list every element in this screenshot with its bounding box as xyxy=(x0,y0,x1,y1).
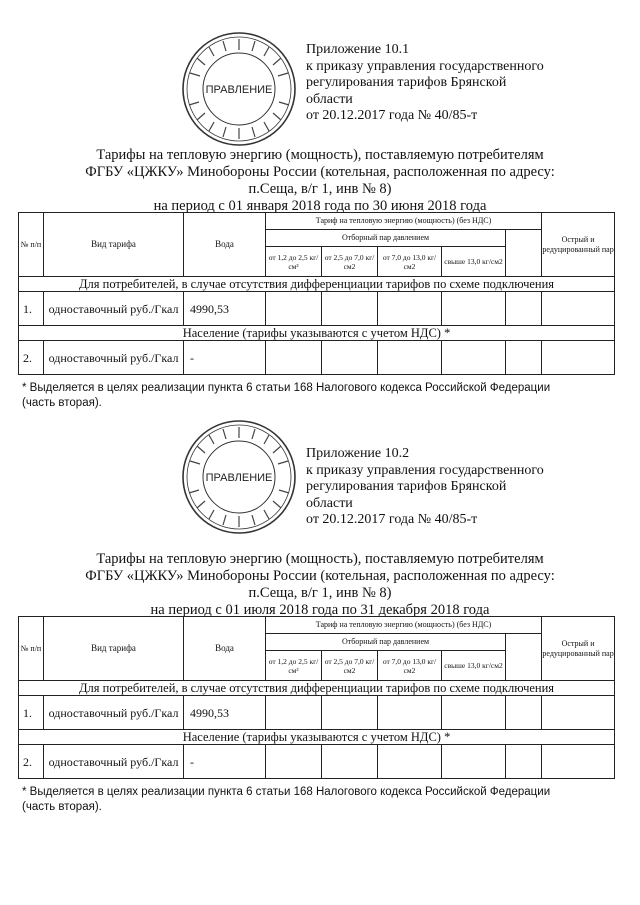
header-tariff-group: Тариф на тепловую энергию (мощность) (без НДС) xyxy=(266,617,542,634)
annex-header xyxy=(306,42,544,125)
header-pressure-1: от 1,2 до 2,5 кг/см² xyxy=(266,651,322,681)
table-cell xyxy=(442,341,506,375)
tariff-table xyxy=(18,616,615,779)
table-cell xyxy=(378,341,442,375)
row-water-value: 4990,53 xyxy=(184,292,266,326)
header-pressure-3: от 7,0 до 13,0 кг/см2 xyxy=(378,247,442,277)
stamp-text: ПРАВЛЕНИЕ xyxy=(205,84,273,96)
stamp-text: ПРАВЛЕНИЕ xyxy=(205,472,273,484)
table-cell xyxy=(506,341,542,375)
header-type: Вид тарифа xyxy=(44,213,184,277)
annex-line: области xyxy=(306,91,353,107)
title-line: ФГБУ «ЦЖКУ» Минобороны России (котельная, расположенная по адресу: xyxy=(85,568,555,584)
footnote: * Выделяется в целях реализации пункта 6 статьи 168 Налогового кодекса Российской Федерации (часть вторая). xyxy=(22,382,551,409)
title-line: ФГБУ «ЦЖКУ» Минобороны России (котельная, расположенная по адресу: xyxy=(85,164,555,180)
table-cell xyxy=(506,292,542,326)
header-pressure-4: свыше 13,0 кг/см2 xyxy=(442,651,506,681)
table-cell xyxy=(378,292,442,326)
row-tariff-type: одноставочный руб./Гкал xyxy=(44,292,184,326)
title-line: на период с 01 июля 2018 года по 31 декабря 2018 года xyxy=(150,602,490,618)
title-line: на период с 01 января 2018 года по 30 июня 2018 года xyxy=(153,198,487,214)
header-sharp-steam: Острый и редуцированный пар xyxy=(542,617,615,681)
table-cell xyxy=(322,745,378,779)
header-pressure-1: от 1,2 до 2,5 кг/см² xyxy=(266,247,322,277)
header-num: № п/п xyxy=(19,213,44,277)
category-row: Население (тарифы указываются с учетом НДС) * xyxy=(19,730,615,745)
table-cell xyxy=(378,696,442,730)
table-cell xyxy=(542,341,615,375)
table-cell xyxy=(542,745,615,779)
row-tariff-type: одноставочный руб./Гкал xyxy=(44,745,184,779)
table-cell xyxy=(266,745,322,779)
header-tariff-group: Тариф на тепловую энергию (мощность) (без НДС) xyxy=(266,213,542,230)
official-stamp xyxy=(180,418,298,536)
table-cell xyxy=(266,341,322,375)
annex-line: к приказу управления государственного xyxy=(306,462,544,478)
stamp-seal-icon xyxy=(180,418,298,536)
title-line: п.Сеща, в/г 1, инв № 8) xyxy=(248,181,392,197)
table-cell xyxy=(542,696,615,730)
row-tariff-type: одноставочный руб./Гкал xyxy=(44,696,184,730)
table-cell xyxy=(442,696,506,730)
header-water: Вода xyxy=(184,617,266,681)
annex-line: к приказу управления государственного xyxy=(306,58,544,74)
header-empty xyxy=(506,634,542,681)
header-steam-group: Отборный пар давлением xyxy=(266,230,506,247)
title-line: Тарифы на тепловую энергию (мощность), поставляемую потребителям xyxy=(96,147,544,163)
tariff-title xyxy=(40,551,600,619)
annex-line: от 20.12.2017 года № 40/85-т xyxy=(306,108,478,123)
footnote: * Выделяется в целях реализации пункта 6 статьи 168 Налогового кодекса Российской Федерации (часть вторая). xyxy=(22,786,551,813)
category-row: Для потребителей, в случае отсутствия дифференциации тарифов по схеме подключения xyxy=(19,681,615,696)
title-line: п.Сеща, в/г 1, инв № 8) xyxy=(248,585,392,601)
category-row: Население (тарифы указываются с учетом НДС) * xyxy=(19,326,615,341)
row-number: 2. xyxy=(19,745,44,779)
header-water: Вода xyxy=(184,213,266,277)
header-empty xyxy=(506,230,542,277)
table-cell xyxy=(542,292,615,326)
annex-line: Приложение 10.1 xyxy=(306,42,410,57)
row-number: 1. xyxy=(19,292,44,326)
header-steam-group: Отборный пар давлением xyxy=(266,634,506,651)
stamp-seal-icon xyxy=(180,30,298,148)
header-num: № п/п xyxy=(19,617,44,681)
annex-line: регулирования тарифов Брянской xyxy=(306,479,507,494)
table-cell xyxy=(322,696,378,730)
header-type: Вид тарифа xyxy=(44,617,184,681)
header-sharp-steam: Острый и редуцированный пар xyxy=(542,213,615,277)
row-tariff-type: одноставочный руб./Гкал xyxy=(44,341,184,375)
table-cell xyxy=(322,292,378,326)
row-water-value: - xyxy=(184,341,266,375)
row-water-value: 4990,53 xyxy=(184,696,266,730)
official-stamp xyxy=(180,30,298,148)
table-cell xyxy=(506,696,542,730)
tariff-title xyxy=(40,147,600,215)
table-cell xyxy=(442,745,506,779)
annex-line: регулирования тарифов Брянской xyxy=(306,75,507,90)
header-pressure-4: свыше 13,0 кг/см2 xyxy=(442,247,506,277)
table-cell xyxy=(266,292,322,326)
row-number: 1. xyxy=(19,696,44,730)
table-cell xyxy=(506,745,542,779)
annex-header xyxy=(306,446,544,529)
table-cell xyxy=(378,745,442,779)
tariff-table xyxy=(18,212,615,375)
annex-line: от 20.12.2017 года № 40/85-т xyxy=(306,512,478,527)
table-cell xyxy=(322,341,378,375)
annex-line: Приложение 10.2 xyxy=(306,446,410,461)
header-pressure-2: от 2,5 до 7,0 кг/см2 xyxy=(322,651,378,681)
header-pressure-3: от 7,0 до 13,0 кг/см2 xyxy=(378,651,442,681)
header-pressure-2: от 2,5 до 7,0 кг/см2 xyxy=(322,247,378,277)
row-number: 2. xyxy=(19,341,44,375)
table-cell xyxy=(266,696,322,730)
title-line: Тарифы на тепловую энергию (мощность), поставляемую потребителям xyxy=(96,551,544,567)
table-cell xyxy=(442,292,506,326)
category-row: Для потребителей, в случае отсутствия дифференциации тарифов по схеме подключения xyxy=(19,277,615,292)
annex-line: области xyxy=(306,495,353,511)
row-water-value: - xyxy=(184,745,266,779)
